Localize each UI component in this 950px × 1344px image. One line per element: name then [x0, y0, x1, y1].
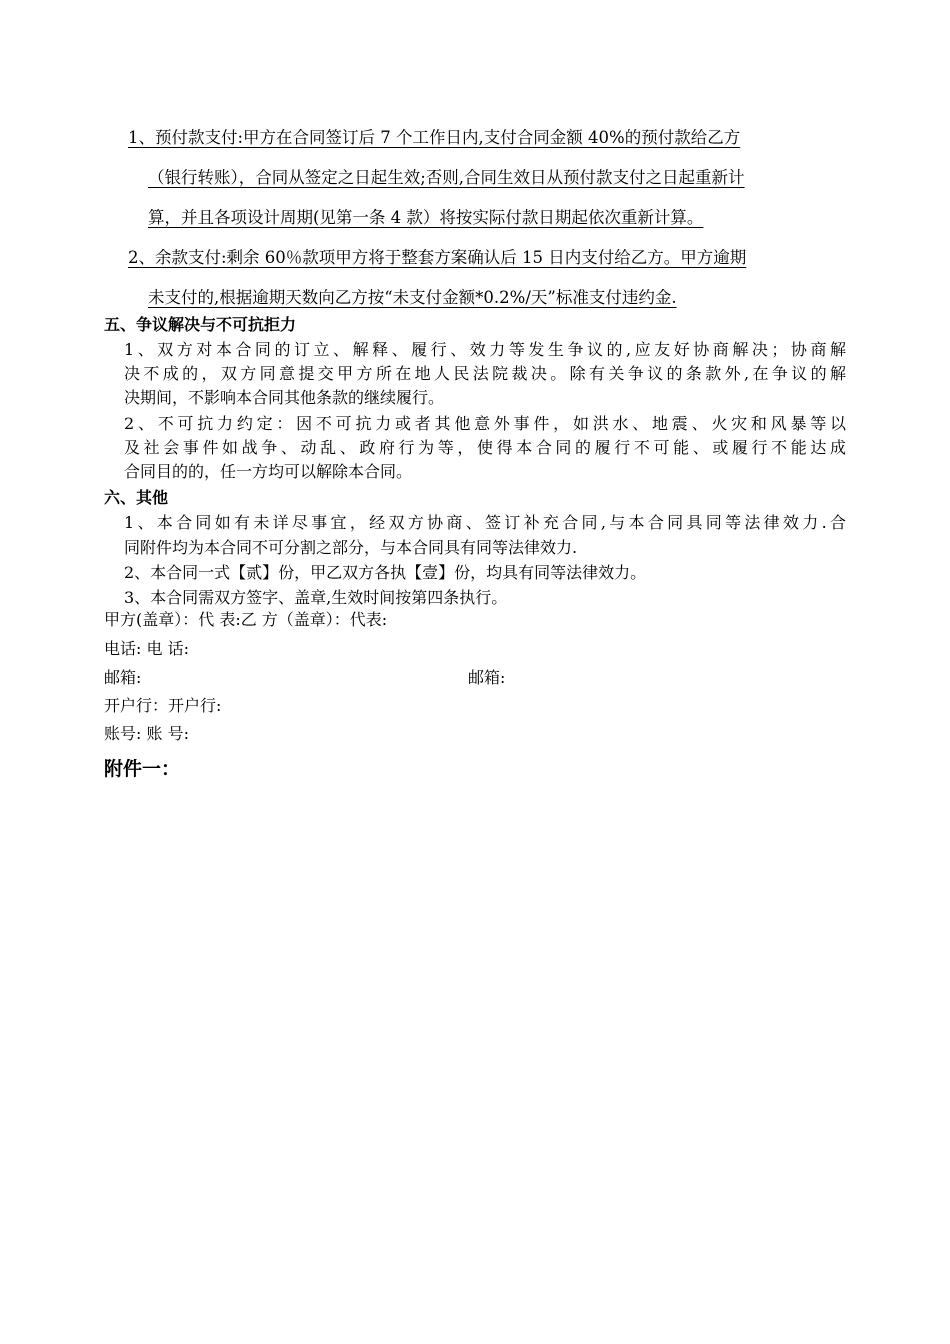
attachment-title: 附件一：	[104, 758, 181, 780]
signature-email-left: 邮箱:	[104, 668, 142, 687]
payment-item1-line3: 算，并且各项设计周期(见第一条 4 款）将按实际付款日期起依次重新计算。	[148, 208, 704, 227]
signature-party-line: 甲方(盖章）：代 表:乙 方（盖章）：代表:	[104, 610, 388, 629]
section6-title: 六、其他	[104, 488, 169, 507]
section5-para1-line3: 决期间，不影响本合同其他条款的继续履行。	[124, 388, 445, 407]
section6-para3: 3、本合同需双方签字、盖章,生效时间按第四条执行。	[124, 588, 508, 607]
section6-para2: 2、本合同一式【贰】份，甲乙双方各执【壹】份，均具有同等法律效力。	[124, 563, 647, 582]
section5-title: 五、争议解决与不可抗拒力	[104, 315, 297, 334]
signature-email-right: 邮箱:	[468, 668, 506, 687]
payment-item2-line2: 未支付的,根据逾期天数向乙方按“未支付金额*0.2%/天”标准支付违约金.	[148, 288, 677, 307]
section6-para1-line2: 同附件均为本合同不可分割之部分，与本合同具有同等法律效力.	[124, 538, 578, 557]
section5-para1-line1: 1、双方对本合同的订立、解释、履行、效力等发生争议的,应友好协商解决；协商解	[124, 340, 846, 359]
section5-para2-line1: 2、不可抗力约定：因不可抗力或者其他意外事件，如洪水、地震、火灾和风暴等以	[124, 414, 846, 433]
payment-item2-line1: 2、余款支付:剩余 60％款项甲方将于整套方案确认后 15 日内支付给乙方。甲方逾期	[128, 248, 747, 267]
payment-item1-line2: （银行转账），合同从签定之日起生效;否则,合同生效日从预付款支付之日起重新计	[148, 168, 745, 187]
signature-bank: 开户行：开户行:	[104, 696, 222, 715]
signature-phone: 电话: 电 话:	[104, 639, 189, 658]
section5-para1-line2: 决不成的，双方同意提交甲方所在地人民法院裁决。除有关争议的条款外,在争议的解	[124, 364, 846, 383]
section6-para1-line1: 1、本合同如有未详尽事宜，经双方协商、签订补充合同,与本合同具同等法律效力.合	[124, 513, 846, 532]
payment-item1-line1: 1、预付款支付:甲方在合同签订后 7 个工作日内,支付合同金额 40%的预付款给乙方	[128, 128, 741, 147]
signature-account: 账号: 账 号:	[104, 724, 189, 743]
section5-para2-line2: 及社会事件如战争、动乱、政府行为等，使得本合同的履行不可能、或履行不能达成	[124, 438, 846, 457]
section5-para2-line3: 合同目的的，任一方均可以解除本合同。	[124, 462, 413, 481]
